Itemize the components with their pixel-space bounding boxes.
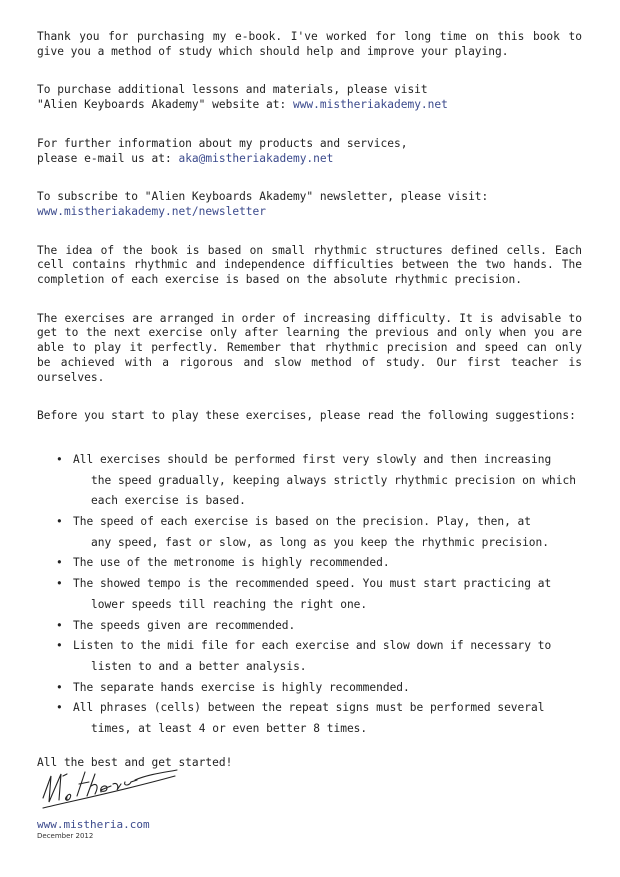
list-item: • The speed of each exercise is based on the precision. Play, then, at any speed, fast or slow, as long as you keep the rhythmic precision. bbox=[37, 512, 582, 553]
purchase-paragraph bbox=[37, 83, 582, 112]
exercises-paragraph: The exercises are arranged in order of increasing difficulty. It is advisable to get to the next exercise only after learning the previous and only when you are able to play it perfectly. Remember that rhythmic precision and speed can only be achieved with a rigorous and slow method of study. Our first teacher is ourselves. bbox=[37, 311, 582, 384]
list-item: • The speeds given are recommended. bbox=[37, 616, 582, 637]
info-line2: please e-mail us at: bbox=[37, 151, 179, 165]
bullet-icon: • bbox=[56, 515, 63, 529]
email-link[interactable]: aka@mistheriakademy.net bbox=[178, 151, 334, 165]
bullet-icon: • bbox=[56, 701, 63, 715]
bullet-icon: • bbox=[56, 577, 63, 591]
document-body bbox=[37, 30, 582, 771]
bullet-icon: • bbox=[56, 556, 63, 570]
bullet-icon: • bbox=[56, 639, 63, 653]
purchase-line2: "Alien Keyboards Akademy" website at: bbox=[37, 98, 293, 112]
footer-date: December 2012 bbox=[37, 832, 94, 840]
closing-line: All the best and get started! bbox=[37, 755, 233, 769]
suggestions-list bbox=[37, 450, 582, 740]
list-item: • All phrases (cells) between the repeat signs must be performed several times, at least 4 or even better 8 times. bbox=[37, 698, 582, 739]
intro-paragraph: Thank you for purchasing my e-book. I've worked for long time on this book to give you a method of study which should help and improve your playing. bbox=[37, 30, 582, 58]
newsletter-link[interactable]: www.mistheriakademy.net/newsletter bbox=[37, 204, 267, 218]
purchase-line1: To purchase additional lessons and materials, please visit bbox=[37, 83, 428, 97]
bullet-icon: • bbox=[56, 452, 63, 466]
academy-website-link[interactable]: www.mistheriakademy.net bbox=[292, 98, 448, 112]
bullet-icon: • bbox=[56, 618, 63, 632]
footer-website[interactable]: www.mistheria.com bbox=[37, 818, 150, 831]
info-line1: For further information about my products and services, bbox=[37, 136, 408, 150]
newsletter-line1: To subscribe to "Alien Keyboards Akademy" newsletter, please visit: bbox=[37, 190, 489, 204]
list-item: • The showed tempo is the recommended speed. You must start practicing at lower speeds till reaching the right one. bbox=[37, 574, 582, 615]
list-item: • The use of the metronome is highly recommended. bbox=[37, 553, 582, 574]
signature-image bbox=[37, 762, 182, 817]
list-item: • Listen to the midi file for each exercise and slow down if necessary to listen to and a better analysis. bbox=[37, 636, 582, 677]
info-paragraph bbox=[37, 137, 582, 166]
before-paragraph: Before you start to play these exercises, please read the following suggestions: bbox=[37, 409, 576, 423]
list-item: • All exercises should be performed first very slowly and then increasing the speed gradually, keeping always strictly rhythmic precision on which each exercise is based. bbox=[37, 450, 582, 512]
idea-paragraph: The idea of the book is based on small rhythmic structures defined cells. Each cell contains rhythmic and independence difficulties between the two hands. The completion of each exercise is based on the absolute rhythmic precision. bbox=[37, 243, 582, 287]
bullet-icon: • bbox=[56, 680, 63, 694]
newsletter-paragraph bbox=[37, 190, 582, 219]
list-item: • The separate hands exercise is highly recommended. bbox=[37, 678, 582, 699]
